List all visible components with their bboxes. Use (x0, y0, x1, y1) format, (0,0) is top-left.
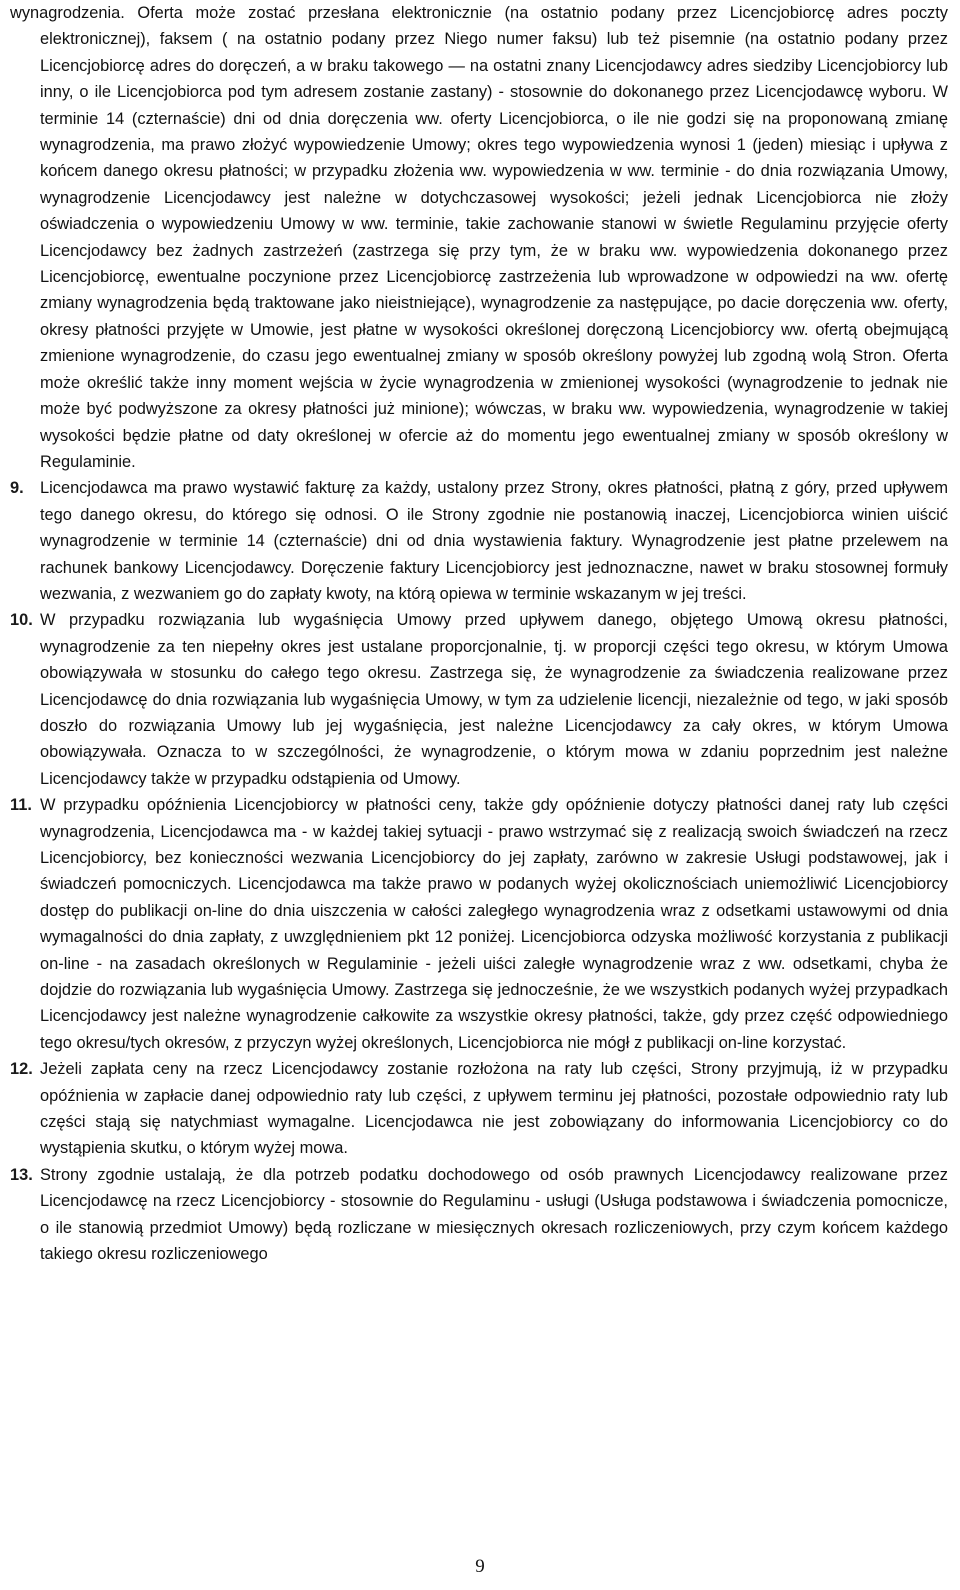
list-item-number: 13. (10, 1165, 33, 1184)
intro-paragraph-text: wynagrodzenia. Oferta może zostać przesłana elektronicznie (na ostatnio podany przez Licencjobiorcę adres poczty elektronicznej), faksem ( na ostatnio podany przez Niego numer faksu) lub też pisemnie (na ostatnio podany przez Licencjobiorcę adres do doręczeń, a w braku takowego — na ostatni znany Licencjodawcy adres siedziby Licencjobiorcy lub inny, o ile Licencjobiorca pod tym adresem zostanie zastany) - stosownie do dokonanego przez Licencjodawcę wyboru. W terminie 14 (czternaście) dni od dnia doręczenia ww. oferty Licencjobiorca, o ile nie godzi się na proponowaną zmianę wynagrodzenia, ma prawo złożyć wypowiedzenie Umowy; okres tego wypowiedzenia wynosi 1 (jeden) miesiąc i upływa z końcem danego okresu płatności; w przypadku złożenia ww. wypowiedzenia w ww. terminie - do dnia rozwiązania Umowy, wynagrodzenie Licencjodawcy jest należne w dotychczasowej wysokości; jeżeli jednak Licencjobiorca nie złoży oświadczenia o wypowiedzeniu Umowy w ww. terminie, takie zachowanie stanowi w świetle Regulaminu przyjęcie oferty Licencjodawcy bez żadnych zastrzeżeń (zastrzega się przy tym, że w braku ww. wypowiedzenia dokonanego przez Licencjobiorcę, ewentualne poczynione przez Licencjobiorcę zastrzeżenia lub wprowadzone w odpowiedzi na ww. ofertę zmiany wynagrodzenia będą traktowane jako nieistniejące), wynagrodzenie za następujące, po dacie doręczenia ww. oferty, okresy płatności przyjęte w Umowie, jest płatne w wysokości określonej doręczoną Licencjobiorcy ww. ofertą obejmującą zmienione wynagrodzenie, do czasu jego ewentualnej zmiany w sposób określony powyżej lub zgodną wolą Stron. Oferta może określić także inny moment wejścia w życie wynagrodzenia w zmienionej wysokości (wynagrodzenie to jednak nie może być podwyższone za okresy płatności już minione); wówczas, w braku ww. wypowiedzenia, wynagrodzenie w takiej wysokości będzie płatne od daty określonej w ofercie aż do momentu jego ewentualnej zmiany w sposób określony w Regulaminie. (10, 4, 948, 471)
list-item-10 (10, 607, 948, 792)
list-item-number: 12. (10, 1060, 33, 1079)
list-item-9 (10, 475, 948, 607)
list-item-number: 10. (10, 611, 33, 630)
list-item-text: W przypadku opóźnienia Licencjobiorcy w płatności ceny, także gdy opóźnienie dotyczy płatności danej raty lub części wynagrodzenia, Licencjodawca ma - w każdej takiej sytuacji - prawo wstrzymać się z realizacją swoich świadczeń na rzecz Licencjobiorcy, bez konieczności wezwania Licencjobiorcy do jej zapłaty, zarówno w zakresie Usługi podstawowej, jak i świadczeń pomocniczych. Licencjodawca ma także prawo w podanych wyżej okolicznościach uniemożliwić Licencjobiorcy dostęp do publikacji on-line do dnia uiszczenia w całości zaległego wynagrodzenia wraz z odsetkami ustawowymi od dnia wymagalności do dnia zapłaty, z uwzględnieniem pkt 12 poniżej. Licencjobiorca odzyska możliwość korzystania z publikacji on-line - na zasadach określonych w Regulaminie - jeżeli uiści zaległe wynagrodzenie wraz z ww. odsetkami, chyba że dojdzie do rozwiązania lub wygaśnięcia Umowy. Zastrzega się jednocześnie, że we wszystkich podanych wyżej przypadkach Licencjodawcy jest należne wynagrodzenie całkowite za wszystkie okresy płatności, także, gdy przez część odpowiedniego tego okresu/tych okresów, z przyczyn wyżej określonych, Licencjobiorca nie mógł z publikacji on-line korzystać. (40, 796, 948, 1052)
list-item-12 (10, 1056, 948, 1162)
list-item-text: Licencjodawca ma prawo wystawić fakturę za każdy, ustalony przez Strony, okres płatności, płatną z góry, przed upływem tego danego okresu, do którego się odnosi. O ile Strony zgodnie nie postanowią inaczej, Licencjobiorca winien uiścić wynagrodzenie w terminie 14 (czternaście) dni od dnia wystawienia faktury. Wynagrodzenie jest płatne przelewem na rachunek bankowy Licencjodawcy. Doręczenie faktury Licencjobiorcy jest jednoznaczne, nawet w braku stosownej formuły wezwania, z wezwaniem go do zapłaty kwoty, na którą opiewa w terminie wskazanym w jej treści. (40, 479, 948, 603)
list-item-13 (10, 1162, 948, 1268)
list-item-number: 11. (10, 796, 32, 815)
list-item-11 (10, 792, 948, 1056)
list-item-text: Jeżeli zapłata ceny na rzecz Licencjodawcy zostanie rozłożona na raty lub części, Strony przyjmują, iż w przypadku opóźnienia w zapłacie danej odpowiednio raty lub części, z upływem terminu jej płatności, pozostałe odpowiednio raty lub części stają się natychmiast wymagalne. Licencjodawca nie jest zobowiązany do informowania Licencjobiorcy co do wystąpienia skutku, o którym wyżej mowa. (40, 1060, 948, 1158)
list-item-number: 9. (10, 479, 24, 498)
list-item-text: Strony zgodnie ustalają, że dla potrzeb podatku dochodowego od osób prawnych Licencjodawcy realizowane przez Licencjodawcę na rzecz Licencjobiorcy - stosownie do Regulaminu - usługi (Usługa podstawowa i świadczenia pomocnicze, o ile stanowią przedmiot Umowy) będą rozliczane w miesięcznych okresach rozliczeniowych, przy czym końcem każdego takiego okresu rozliczeniowego (40, 1165, 948, 1264)
document-body (10, 0, 948, 1268)
intro-paragraph (10, 0, 948, 475)
page-number: 9 (475, 1556, 485, 1577)
list-item-text: W przypadku rozwiązania lub wygaśnięcia Umowy przed upływem danego, objętego Umową okresu płatności, wynagrodzenie za ten niepełny okres jest ustalane proporcjonalnie, tj. w proporcji części tego okresu, w którym Umowa obowiązywała w stosunku do całego tego okresu. Zastrzega się, że wynagrodzenie za świadczenia realizowane przez Licencjodawcę do dnia rozwiązania lub wygaśnięcia Umowy, w tym za udzielenie licencji, niezależnie od tego, w jaki sposób doszło do rozwiązania Umowy lub jej wygaśnięcia, jest należne Licencjodawcy za cały okres, w którym Umowa obowiązywała. Oznacza to w szczególności, że wynagrodzenie, o którym mowa w zdaniu poprzednim jest należne Licencjodawcy także w przypadku odstąpienia od Umowy. (40, 611, 948, 788)
